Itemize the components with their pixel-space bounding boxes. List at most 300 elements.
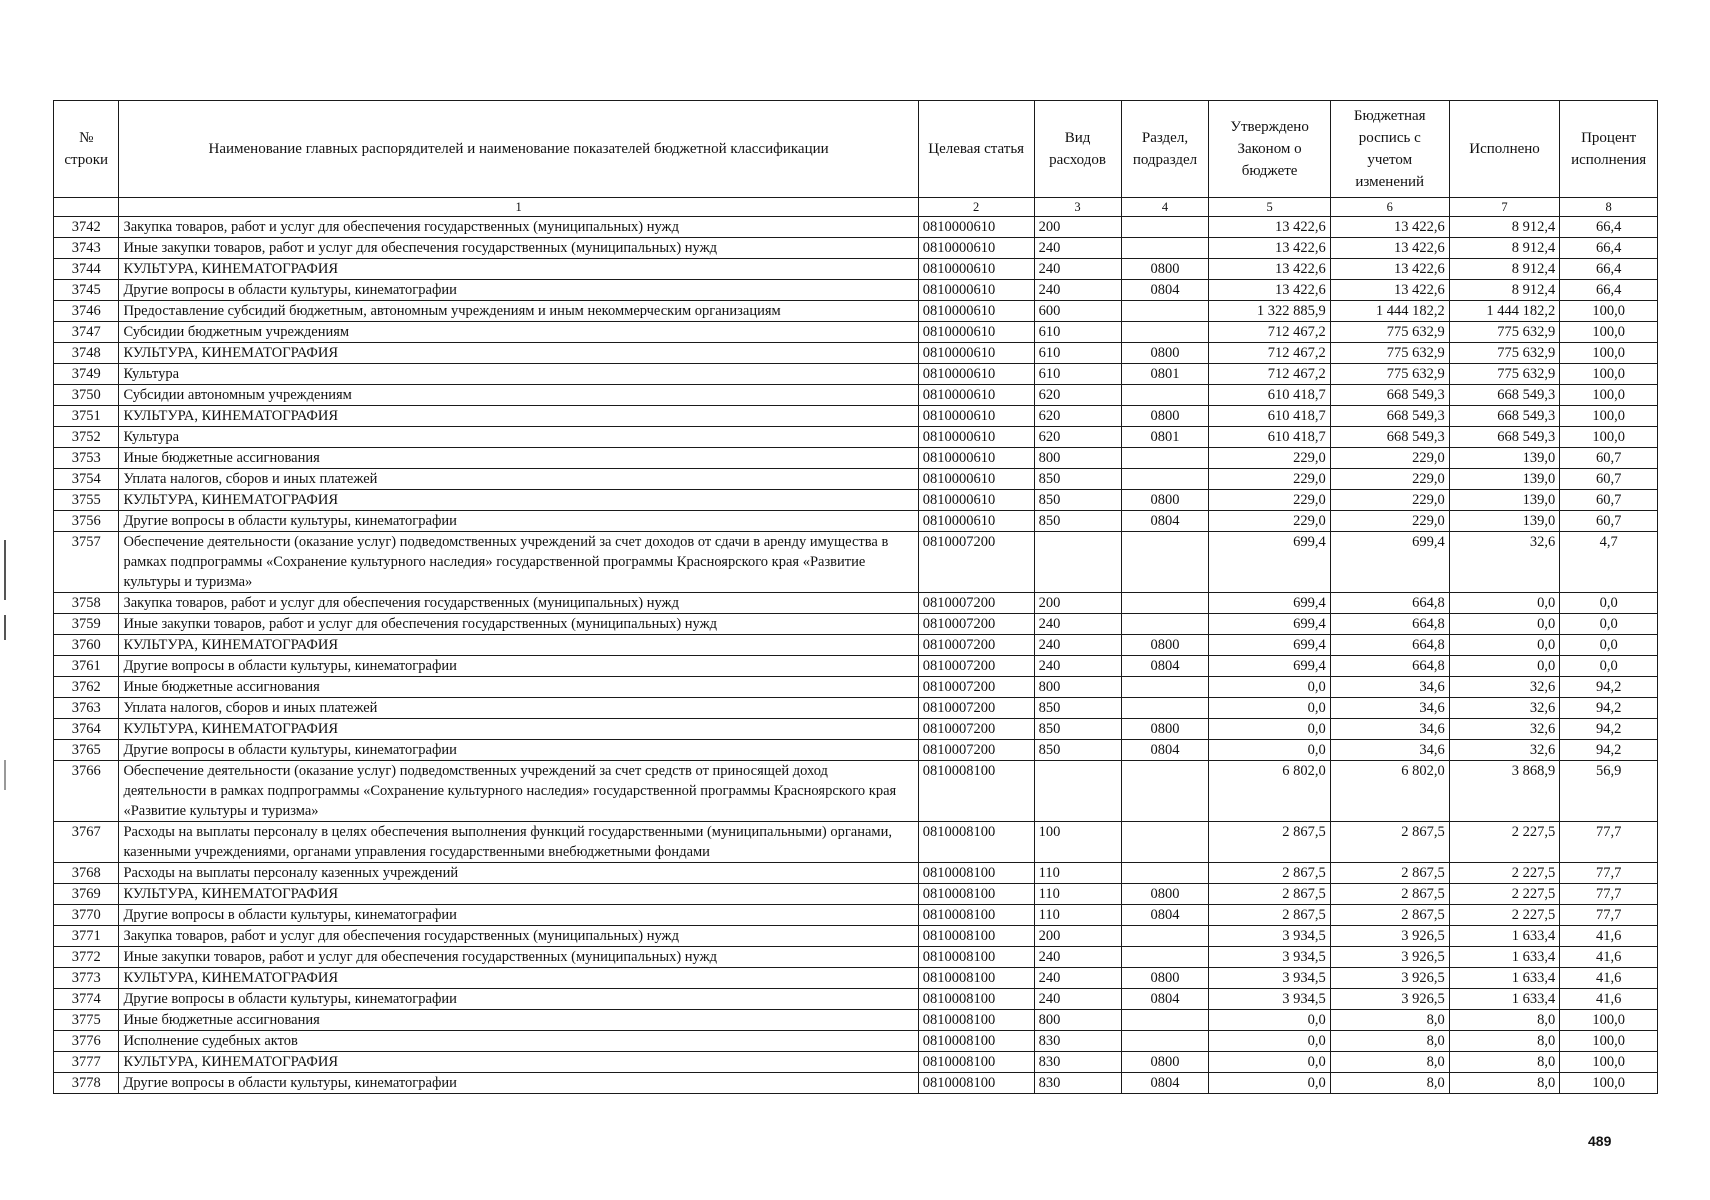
section-cell: 0804 [1121, 740, 1209, 761]
row-number-cell: 3746 [54, 301, 119, 322]
approved-cell: 699,4 [1209, 532, 1330, 593]
target-article-cell: 0810007200 [918, 740, 1034, 761]
table-row [54, 614, 1658, 635]
percent-cell: 4,7 [1560, 532, 1658, 593]
row-number-cell: 3778 [54, 1073, 119, 1094]
executed-cell: 8,0 [1449, 1031, 1560, 1052]
row-number-cell: 3742 [54, 217, 119, 238]
row-number-cell: 3770 [54, 905, 119, 926]
expense-type-cell: 240 [1034, 989, 1121, 1010]
approved-cell: 0,0 [1209, 698, 1330, 719]
executed-cell: 139,0 [1449, 469, 1560, 490]
budget-list-cell: 34,6 [1330, 740, 1449, 761]
expense-type-cell: 610 [1034, 364, 1121, 385]
percent-cell: 94,2 [1560, 677, 1658, 698]
executed-cell: 32,6 [1449, 719, 1560, 740]
percent-cell: 94,2 [1560, 719, 1658, 740]
table-row [54, 511, 1658, 532]
row-name-cell: Иные закупки товаров, работ и услуг для обеспечения государственных (муниципальных) нужд [119, 947, 918, 968]
row-name-cell: Обеспечение деятельности (оказание услуг) подведомственных учреждений за счет средств от приносящей доход деятельности в рамках подпрограммы «Сохранение культурного наследия» государственной программы Красноярского края «Развитие культуры и туризма» [119, 761, 918, 822]
row-number-cell: 3769 [54, 884, 119, 905]
section-cell [1121, 238, 1209, 259]
table-row [54, 343, 1658, 364]
budget-list-cell: 6 802,0 [1330, 761, 1449, 822]
executed-cell: 8,0 [1449, 1052, 1560, 1073]
percent-cell: 100,0 [1560, 1052, 1658, 1073]
expense-type-cell [1034, 532, 1121, 593]
header-name: Наименование главных распорядителей и наименование показателей бюджетной классификации [119, 101, 918, 198]
percent-cell: 41,6 [1560, 989, 1658, 1010]
section-cell [1121, 614, 1209, 635]
row-name-cell: Культура [119, 427, 918, 448]
column-number-row [54, 198, 1658, 217]
budget-list-cell: 2 867,5 [1330, 822, 1449, 863]
expense-type-cell [1034, 761, 1121, 822]
executed-cell: 668 549,3 [1449, 385, 1560, 406]
row-number-cell: 3767 [54, 822, 119, 863]
row-number-cell: 3754 [54, 469, 119, 490]
approved-cell: 712 467,2 [1209, 364, 1330, 385]
target-article-cell: 0810008100 [918, 884, 1034, 905]
approved-cell: 0,0 [1209, 677, 1330, 698]
section-cell: 0800 [1121, 259, 1209, 280]
column-number-cell: 1 [119, 198, 918, 217]
expense-type-cell: 620 [1034, 406, 1121, 427]
budget-list-cell: 664,8 [1330, 635, 1449, 656]
budget-list-cell: 8,0 [1330, 1031, 1449, 1052]
approved-cell: 699,4 [1209, 656, 1330, 677]
column-number-cell: 8 [1560, 198, 1658, 217]
section-cell: 0804 [1121, 905, 1209, 926]
expense-type-cell: 200 [1034, 593, 1121, 614]
scan-edge-mark [4, 760, 6, 790]
approved-cell: 2 867,5 [1209, 905, 1330, 926]
percent-cell: 100,0 [1560, 385, 1658, 406]
expense-type-cell: 800 [1034, 448, 1121, 469]
header-row [54, 101, 1658, 198]
executed-cell: 3 868,9 [1449, 761, 1560, 822]
column-number-cell: 4 [1121, 198, 1209, 217]
table-row [54, 259, 1658, 280]
row-name-cell: Другие вопросы в области культуры, кинематографии [119, 740, 918, 761]
column-number-cell: 5 [1209, 198, 1330, 217]
table-row [54, 1052, 1658, 1073]
percent-cell: 60,7 [1560, 469, 1658, 490]
budget-list-cell: 13 422,6 [1330, 238, 1449, 259]
budget-list-cell: 229,0 [1330, 448, 1449, 469]
executed-cell: 0,0 [1449, 593, 1560, 614]
expense-type-cell: 620 [1034, 427, 1121, 448]
table-row [54, 301, 1658, 322]
header-expense-type: Вид расходов [1034, 101, 1121, 198]
row-number-cell: 3753 [54, 448, 119, 469]
percent-cell: 77,7 [1560, 905, 1658, 926]
row-name-cell: КУЛЬТУРА, КИНЕМАТОГРАФИЯ [119, 1052, 918, 1073]
section-cell [1121, 698, 1209, 719]
table-row [54, 926, 1658, 947]
expense-type-cell: 850 [1034, 511, 1121, 532]
target-article-cell: 0810000610 [918, 280, 1034, 301]
row-name-cell: Иные закупки товаров, работ и услуг для обеспечения государственных (муниципальных) нужд [119, 614, 918, 635]
section-cell: 0804 [1121, 1073, 1209, 1094]
target-article-cell: 0810008100 [918, 926, 1034, 947]
section-cell [1121, 761, 1209, 822]
section-cell [1121, 677, 1209, 698]
section-cell [1121, 469, 1209, 490]
table-row [54, 905, 1658, 926]
scan-edge-mark [4, 540, 6, 600]
table-row [54, 677, 1658, 698]
expense-type-cell: 800 [1034, 1010, 1121, 1031]
budget-list-cell: 699,4 [1330, 532, 1449, 593]
percent-cell: 56,9 [1560, 761, 1658, 822]
expense-type-cell: 600 [1034, 301, 1121, 322]
expense-type-cell: 200 [1034, 217, 1121, 238]
header-budget-list: Бюджетная роспись с учетом изменений [1330, 101, 1449, 198]
section-cell: 0804 [1121, 511, 1209, 532]
section-cell: 0800 [1121, 343, 1209, 364]
target-article-cell: 0810007200 [918, 635, 1034, 656]
row-number-cell: 3752 [54, 427, 119, 448]
executed-cell: 668 549,3 [1449, 406, 1560, 427]
section-cell [1121, 301, 1209, 322]
target-article-cell: 0810008100 [918, 1073, 1034, 1094]
percent-cell: 66,4 [1560, 280, 1658, 301]
table-row [54, 947, 1658, 968]
section-cell: 0800 [1121, 490, 1209, 511]
executed-cell: 1 444 182,2 [1449, 301, 1560, 322]
table-row [54, 1073, 1658, 1094]
section-cell [1121, 926, 1209, 947]
approved-cell: 229,0 [1209, 490, 1330, 511]
target-article-cell: 0810000610 [918, 217, 1034, 238]
executed-cell: 8 912,4 [1449, 280, 1560, 301]
expense-type-cell: 830 [1034, 1073, 1121, 1094]
budget-list-cell: 3 926,5 [1330, 968, 1449, 989]
header-approved: Утверждено Законом о бюджете [1209, 101, 1330, 198]
target-article-cell: 0810008100 [918, 761, 1034, 822]
table-row [54, 968, 1658, 989]
target-article-cell: 0810000610 [918, 385, 1034, 406]
row-name-cell: Обеспечение деятельности (оказание услуг) подведомственных учреждений за счет доходов от сдачи в аренду имущества в рамках подпрограммы «Сохранение культурного наследия» государственной программы Красноярского края «Развитие культуры и туризма» [119, 532, 918, 593]
section-cell: 0804 [1121, 280, 1209, 301]
scan-edge-mark [4, 615, 6, 640]
table-row [54, 469, 1658, 490]
row-name-cell: КУЛЬТУРА, КИНЕМАТОГРАФИЯ [119, 406, 918, 427]
expense-type-cell: 850 [1034, 469, 1121, 490]
column-number-cell: 7 [1449, 198, 1560, 217]
section-cell: 0800 [1121, 719, 1209, 740]
executed-cell: 8,0 [1449, 1073, 1560, 1094]
percent-cell: 100,0 [1560, 343, 1658, 364]
budget-list-cell: 13 422,6 [1330, 259, 1449, 280]
executed-cell: 2 227,5 [1449, 822, 1560, 863]
table-row [54, 884, 1658, 905]
section-cell: 0800 [1121, 968, 1209, 989]
table-row [54, 406, 1658, 427]
row-number-cell: 3775 [54, 1010, 119, 1031]
expense-type-cell: 240 [1034, 259, 1121, 280]
row-number-cell: 3758 [54, 593, 119, 614]
section-cell: 0801 [1121, 364, 1209, 385]
section-cell [1121, 947, 1209, 968]
expense-type-cell: 240 [1034, 614, 1121, 635]
percent-cell: 100,0 [1560, 406, 1658, 427]
percent-cell: 100,0 [1560, 1073, 1658, 1094]
table-row [54, 656, 1658, 677]
approved-cell: 0,0 [1209, 1073, 1330, 1094]
row-number-cell: 3747 [54, 322, 119, 343]
budget-list-cell: 2 867,5 [1330, 905, 1449, 926]
percent-cell: 0,0 [1560, 593, 1658, 614]
row-name-cell: Закупка товаров, работ и услуг для обеспечения государственных (муниципальных) нужд [119, 217, 918, 238]
budget-list-cell: 664,8 [1330, 656, 1449, 677]
target-article-cell: 0810008100 [918, 947, 1034, 968]
row-name-cell: КУЛЬТУРА, КИНЕМАТОГРАФИЯ [119, 968, 918, 989]
budget-list-cell: 775 632,9 [1330, 343, 1449, 364]
row-number-cell: 3755 [54, 490, 119, 511]
approved-cell: 0,0 [1209, 1031, 1330, 1052]
approved-cell: 0,0 [1209, 1010, 1330, 1031]
percent-cell: 94,2 [1560, 740, 1658, 761]
target-article-cell: 0810000610 [918, 511, 1034, 532]
row-name-cell: Субсидии автономным учреждениям [119, 385, 918, 406]
executed-cell: 668 549,3 [1449, 427, 1560, 448]
expense-type-cell: 240 [1034, 947, 1121, 968]
table-row [54, 448, 1658, 469]
header-row-number: № строки [54, 101, 119, 198]
header-section: Раздел, подраздел [1121, 101, 1209, 198]
table-row [54, 761, 1658, 822]
table-row [54, 719, 1658, 740]
row-number-cell: 3748 [54, 343, 119, 364]
executed-cell: 2 227,5 [1449, 884, 1560, 905]
header-percent: Процент исполнения [1560, 101, 1658, 198]
executed-cell: 1 633,4 [1449, 968, 1560, 989]
table-row [54, 532, 1658, 593]
row-name-cell: Культура [119, 364, 918, 385]
target-article-cell: 0810000610 [918, 364, 1034, 385]
percent-cell: 66,4 [1560, 259, 1658, 280]
table-row [54, 490, 1658, 511]
section-cell [1121, 322, 1209, 343]
row-name-cell: Уплата налогов, сборов и иных платежей [119, 698, 918, 719]
section-cell [1121, 385, 1209, 406]
row-number-cell: 3773 [54, 968, 119, 989]
approved-cell: 712 467,2 [1209, 343, 1330, 364]
percent-cell: 41,6 [1560, 926, 1658, 947]
row-name-cell: КУЛЬТУРА, КИНЕМАТОГРАФИЯ [119, 635, 918, 656]
budget-list-cell: 3 926,5 [1330, 989, 1449, 1010]
expense-type-cell: 100 [1034, 822, 1121, 863]
header-executed: Исполнено [1449, 101, 1560, 198]
expense-type-cell: 830 [1034, 1031, 1121, 1052]
expense-type-cell: 240 [1034, 656, 1121, 677]
row-number-cell: 3765 [54, 740, 119, 761]
approved-cell: 2 867,5 [1209, 822, 1330, 863]
section-cell [1121, 1010, 1209, 1031]
row-number-cell: 3760 [54, 635, 119, 656]
section-cell [1121, 863, 1209, 884]
budget-list-cell: 775 632,9 [1330, 364, 1449, 385]
expense-type-cell: 800 [1034, 677, 1121, 698]
target-article-cell: 0810000610 [918, 343, 1034, 364]
percent-cell: 100,0 [1560, 427, 1658, 448]
target-article-cell: 0810008100 [918, 822, 1034, 863]
row-name-cell: Расходы на выплаты персоналу казенных учреждений [119, 863, 918, 884]
target-article-cell: 0810000610 [918, 490, 1034, 511]
budget-list-cell: 34,6 [1330, 719, 1449, 740]
approved-cell: 0,0 [1209, 719, 1330, 740]
budget-list-cell: 34,6 [1330, 677, 1449, 698]
row-number-cell: 3759 [54, 614, 119, 635]
section-cell [1121, 1031, 1209, 1052]
target-article-cell: 0810007200 [918, 656, 1034, 677]
expense-type-cell: 240 [1034, 238, 1121, 259]
row-name-cell: КУЛЬТУРА, КИНЕМАТОГРАФИЯ [119, 343, 918, 364]
percent-cell: 0,0 [1560, 635, 1658, 656]
row-number-cell: 3766 [54, 761, 119, 822]
approved-cell: 13 422,6 [1209, 217, 1330, 238]
section-cell: 0801 [1121, 427, 1209, 448]
row-name-cell: Другие вопросы в области культуры, кинематографии [119, 905, 918, 926]
section-cell [1121, 822, 1209, 863]
expense-type-cell: 610 [1034, 343, 1121, 364]
expense-type-cell: 240 [1034, 280, 1121, 301]
approved-cell: 699,4 [1209, 614, 1330, 635]
budget-list-cell: 13 422,6 [1330, 280, 1449, 301]
section-cell: 0800 [1121, 1052, 1209, 1073]
percent-cell: 100,0 [1560, 364, 1658, 385]
percent-cell: 60,7 [1560, 490, 1658, 511]
executed-cell: 2 227,5 [1449, 863, 1560, 884]
header-target-article: Целевая статья [918, 101, 1034, 198]
table-row [54, 385, 1658, 406]
budget-list-cell: 3 926,5 [1330, 926, 1449, 947]
percent-cell: 60,7 [1560, 511, 1658, 532]
target-article-cell: 0810007200 [918, 532, 1034, 593]
row-name-cell: Исполнение судебных актов [119, 1031, 918, 1052]
percent-cell: 77,7 [1560, 863, 1658, 884]
budget-list-cell: 664,8 [1330, 614, 1449, 635]
column-number-cell: 3 [1034, 198, 1121, 217]
approved-cell: 3 934,5 [1209, 989, 1330, 1010]
approved-cell: 229,0 [1209, 511, 1330, 532]
target-article-cell: 0810008100 [918, 968, 1034, 989]
row-name-cell: Иные бюджетные ассигнования [119, 448, 918, 469]
executed-cell: 139,0 [1449, 490, 1560, 511]
row-number-cell: 3762 [54, 677, 119, 698]
table-row [54, 698, 1658, 719]
column-number-cell: 2 [918, 198, 1034, 217]
executed-cell: 8,0 [1449, 1010, 1560, 1031]
row-name-cell: Иные бюджетные ассигнования [119, 677, 918, 698]
approved-cell: 699,4 [1209, 635, 1330, 656]
budget-list-cell: 664,8 [1330, 593, 1449, 614]
row-name-cell: Уплата налогов, сборов и иных платежей [119, 469, 918, 490]
target-article-cell: 0810008100 [918, 1010, 1034, 1031]
budget-list-cell: 668 549,3 [1330, 406, 1449, 427]
budget-list-cell: 668 549,3 [1330, 427, 1449, 448]
page-number: 489 [1588, 1133, 1612, 1149]
executed-cell: 1 633,4 [1449, 989, 1560, 1010]
expense-type-cell: 110 [1034, 905, 1121, 926]
budget-list-cell: 1 444 182,2 [1330, 301, 1449, 322]
row-name-cell: Закупка товаров, работ и услуг для обеспечения государственных (муниципальных) нужд [119, 593, 918, 614]
executed-cell: 0,0 [1449, 614, 1560, 635]
approved-cell: 2 867,5 [1209, 863, 1330, 884]
table-row [54, 427, 1658, 448]
expense-type-cell: 110 [1034, 884, 1121, 905]
row-name-cell: КУЛЬТУРА, КИНЕМАТОГРАФИЯ [119, 259, 918, 280]
approved-cell: 2 867,5 [1209, 884, 1330, 905]
budget-list-cell: 34,6 [1330, 698, 1449, 719]
row-number-cell: 3751 [54, 406, 119, 427]
percent-cell: 60,7 [1560, 448, 1658, 469]
row-number-cell: 3743 [54, 238, 119, 259]
approved-cell: 3 934,5 [1209, 947, 1330, 968]
percent-cell: 100,0 [1560, 301, 1658, 322]
table-row [54, 989, 1658, 1010]
approved-cell: 3 934,5 [1209, 968, 1330, 989]
section-cell: 0804 [1121, 989, 1209, 1010]
approved-cell: 712 467,2 [1209, 322, 1330, 343]
approved-cell: 1 322 885,9 [1209, 301, 1330, 322]
expense-type-cell: 610 [1034, 322, 1121, 343]
table-row [54, 593, 1658, 614]
budget-list-cell: 3 926,5 [1330, 947, 1449, 968]
target-article-cell: 0810008100 [918, 989, 1034, 1010]
expense-type-cell: 240 [1034, 635, 1121, 656]
expense-type-cell: 850 [1034, 698, 1121, 719]
percent-cell: 100,0 [1560, 322, 1658, 343]
row-name-cell: КУЛЬТУРА, КИНЕМАТОГРАФИЯ [119, 490, 918, 511]
executed-cell: 139,0 [1449, 511, 1560, 532]
expense-type-cell: 620 [1034, 385, 1121, 406]
table-row [54, 280, 1658, 301]
executed-cell: 2 227,5 [1449, 905, 1560, 926]
row-number-cell: 3745 [54, 280, 119, 301]
table-row [54, 635, 1658, 656]
approved-cell: 3 934,5 [1209, 926, 1330, 947]
budget-list-cell: 668 549,3 [1330, 385, 1449, 406]
budget-execution-table [53, 100, 1658, 1094]
row-name-cell: Другие вопросы в области культуры, кинематографии [119, 511, 918, 532]
row-number-cell: 3749 [54, 364, 119, 385]
percent-cell: 94,2 [1560, 698, 1658, 719]
percent-cell: 66,4 [1560, 217, 1658, 238]
approved-cell: 0,0 [1209, 1052, 1330, 1073]
approved-cell: 229,0 [1209, 448, 1330, 469]
row-number-cell: 3756 [54, 511, 119, 532]
section-cell: 0800 [1121, 635, 1209, 656]
table-row [54, 217, 1658, 238]
row-name-cell: Субсидии бюджетным учреждениям [119, 322, 918, 343]
budget-list-cell: 13 422,6 [1330, 217, 1449, 238]
section-cell [1121, 448, 1209, 469]
approved-cell: 0,0 [1209, 740, 1330, 761]
percent-cell: 0,0 [1560, 614, 1658, 635]
expense-type-cell: 830 [1034, 1052, 1121, 1073]
column-number-cell: 6 [1330, 198, 1449, 217]
expense-type-cell: 200 [1034, 926, 1121, 947]
target-article-cell: 0810008100 [918, 1052, 1034, 1073]
executed-cell: 775 632,9 [1449, 364, 1560, 385]
budget-list-cell: 229,0 [1330, 490, 1449, 511]
budget-list-cell: 2 867,5 [1330, 884, 1449, 905]
executed-cell: 139,0 [1449, 448, 1560, 469]
section-cell: 0804 [1121, 656, 1209, 677]
